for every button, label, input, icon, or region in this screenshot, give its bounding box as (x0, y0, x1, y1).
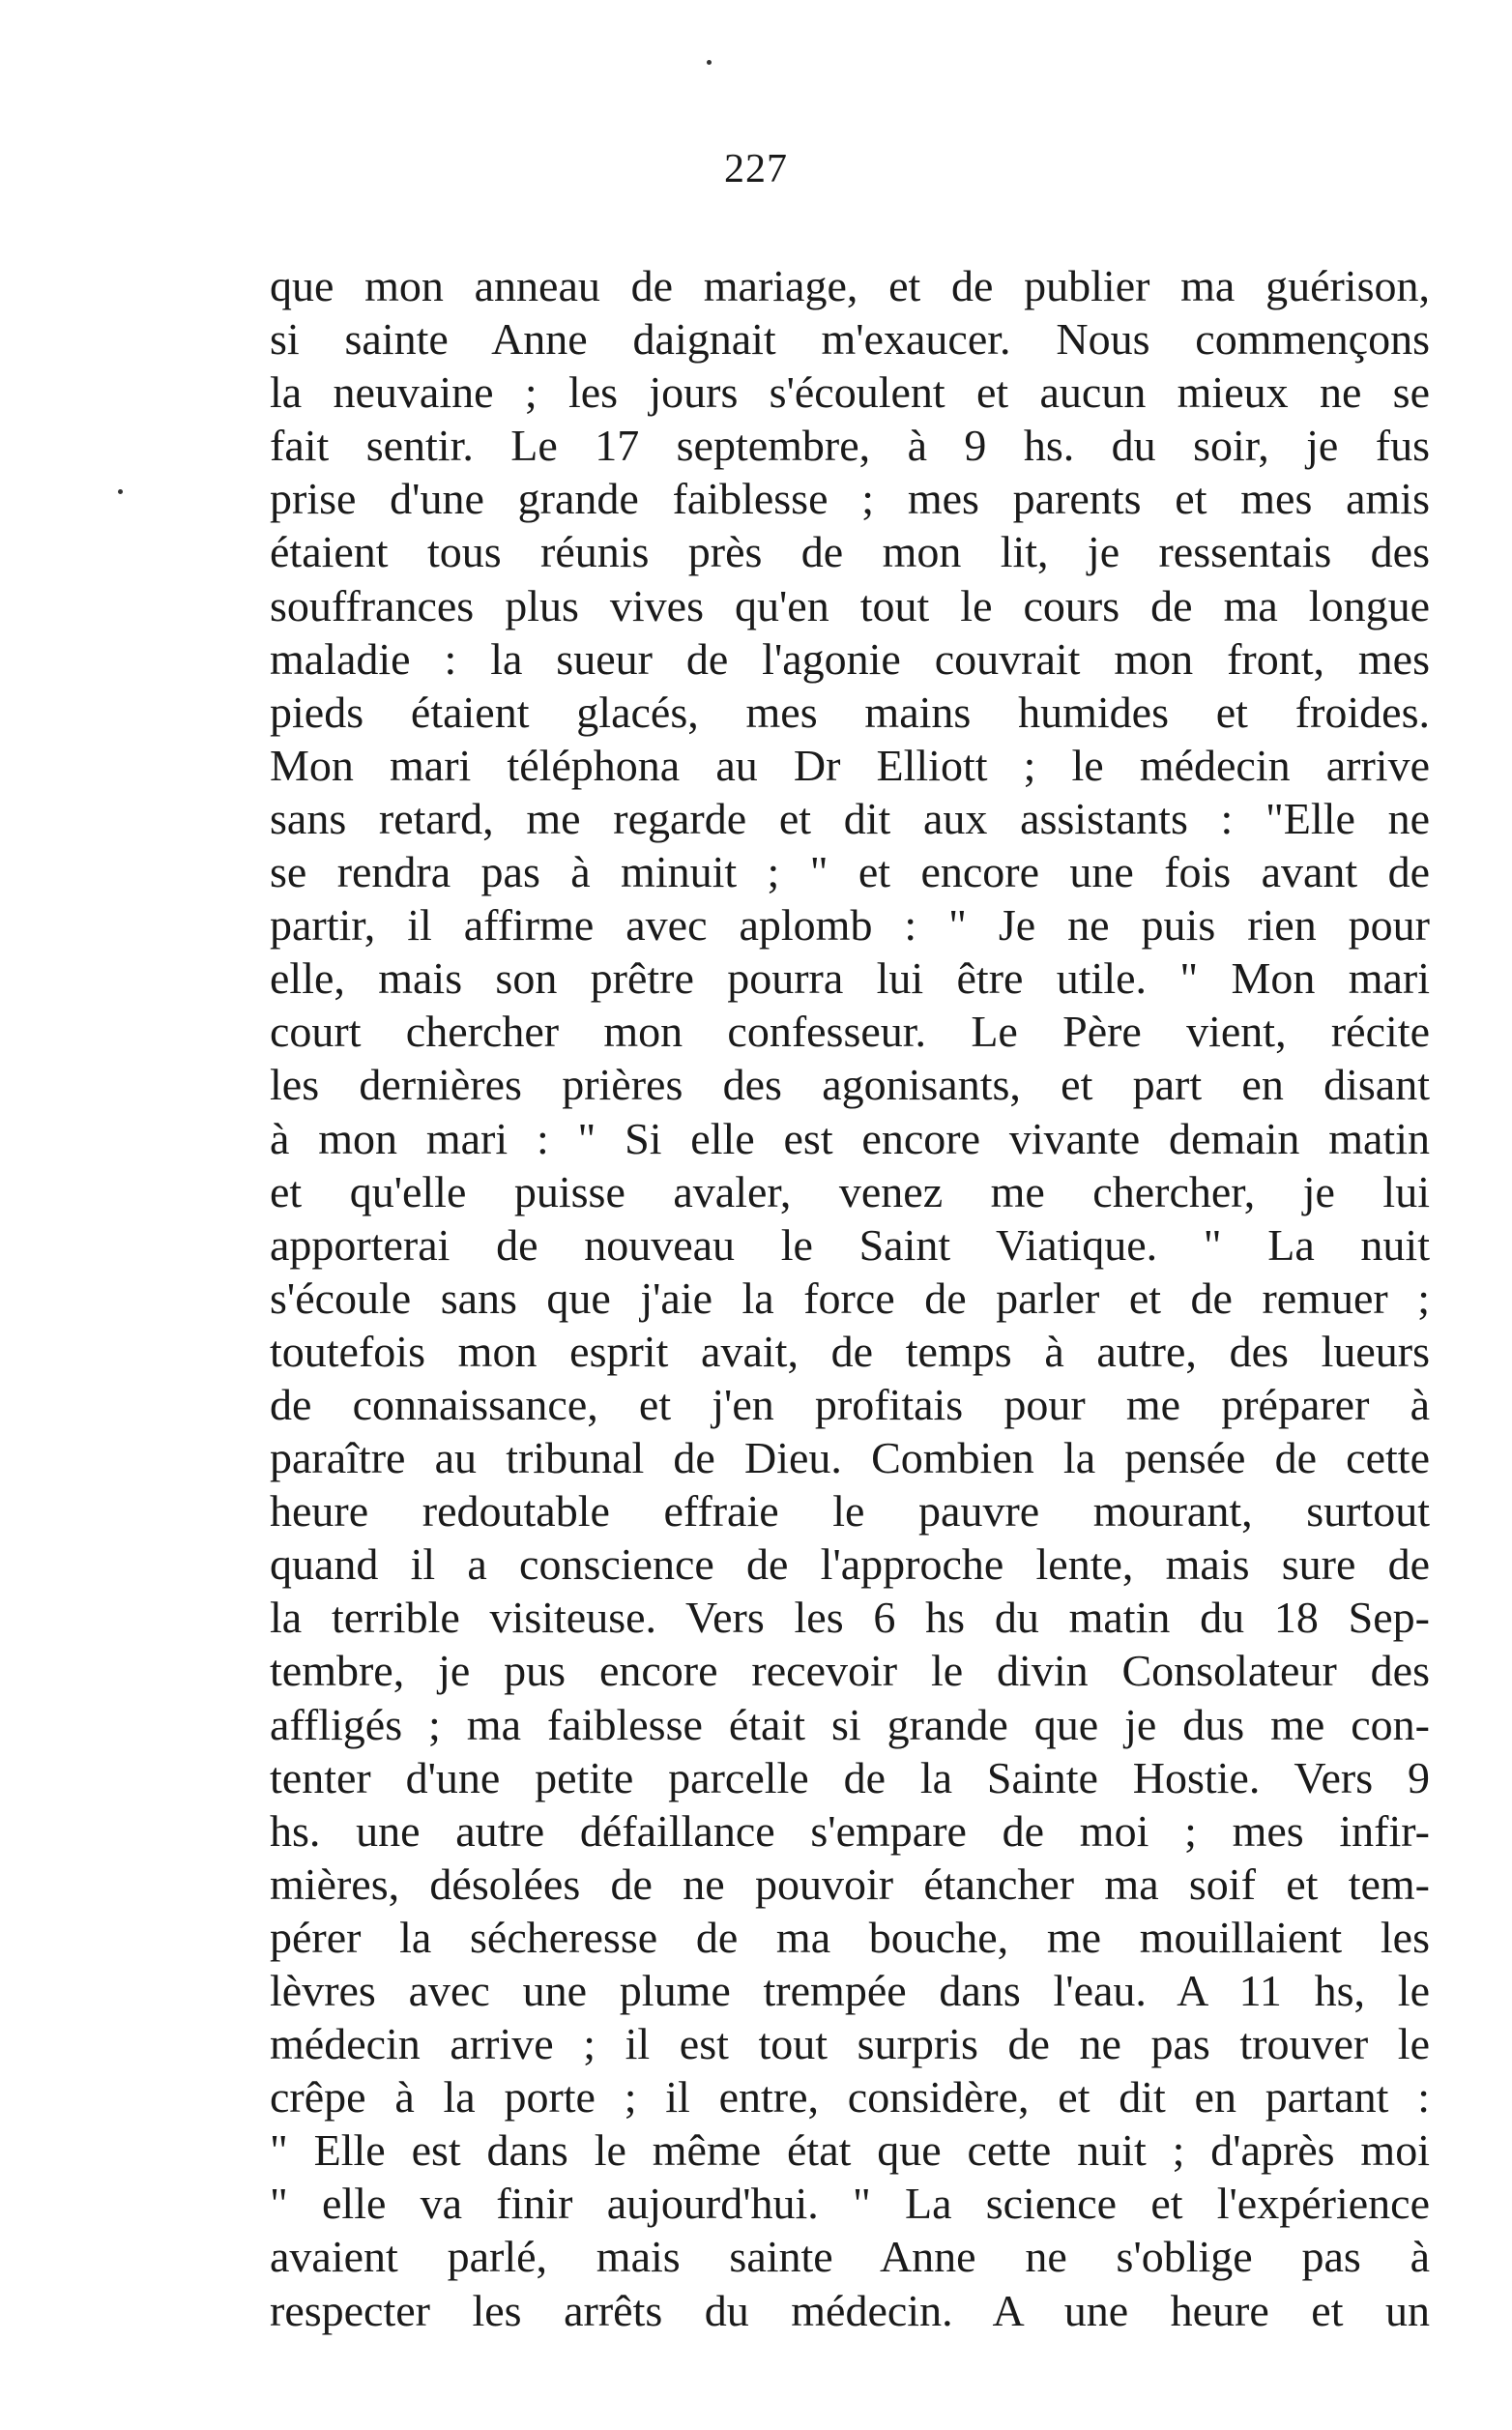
text-line: hs. une autre défaillance s'empare de moi ; mes infir- (270, 1805, 1430, 1856)
text-line: apporterai de nouveau le Saint Viatique. " La nuit (270, 1219, 1430, 1270)
text-line: partir, il affirme avec aplomb : " Je ne puis rien pour (270, 900, 1430, 951)
text-line: maladie : la sueur de l'agonie couvrait mon front, mes (270, 633, 1430, 684)
text-line: lèvres avec une plume trempée dans l'eau. A 11 hs, le (270, 1966, 1430, 2015)
body-text (270, 259, 1430, 2337)
text-line: toutefois mon esprit avait, de temps à autre, des lueurs (270, 1326, 1430, 1376)
ink-speck-top (707, 60, 712, 65)
text-line: pieds étaient glacés, mes mains humides et froides. (270, 687, 1430, 737)
page-number: 227 (724, 147, 788, 191)
text-line: " Elle est dans le même état que cette nuit ; d'après moi (270, 2125, 1430, 2176)
text-line: si sainte Anne daignait m'exaucer. Nous commençons (270, 314, 1430, 365)
text-line: elle, mais son prêtre pourra lui être utile. " Mon mari (270, 953, 1430, 1004)
text-line: " elle va finir aujourd'hui. " La science et l'expérience (270, 2179, 1430, 2229)
text-line: paraître au tribunal de Dieu. Combien la pensée de cette (270, 1433, 1430, 1483)
text-line: médecin arrive ; il est tout surpris de ne pas trouver le (270, 2019, 1430, 2069)
text-line: Mon mari téléphona au Dr Elliott ; le médecin arrive (270, 740, 1430, 790)
text-line: mières, désolées de ne pouvoir étancher ma soif et tem- (270, 1859, 1430, 1909)
text-line: et qu'elle puisse avaler, venez me chercher, je lui (270, 1166, 1430, 1216)
text-line: crêpe à la porte ; il entre, considère, et dit en partant : (270, 2072, 1430, 2123)
text-line: tembre, je pus encore recevoir le divin Consolateur des (270, 1646, 1430, 1696)
text-line: court chercher mon confesseur. Le Père vient, récite (270, 1007, 1430, 1057)
text-line: prise d'une grande faiblesse ; mes parents et mes amis (270, 474, 1430, 524)
text-line: à mon mari : " Si elle est encore vivante demain matin (270, 1113, 1430, 1163)
text-line: les dernières prières des agonisants, et part en disant (270, 1060, 1430, 1110)
text-line: de connaissance, et j'en profitais pour me préparer à (270, 1379, 1430, 1429)
text-line: que mon anneau de mariage, et de publier ma guérison, (270, 261, 1430, 310)
text-line: respecter les arrêts du médecin. A une heure et un (270, 2285, 1430, 2335)
text-line: tenter d'une petite parcelle de la Sainte Hostie. Vers 9 (270, 1752, 1430, 1802)
text-line: se rendra pas à minuit ; " et encore une fois avant de (270, 847, 1430, 897)
text-line: fait sentir. Le 17 septembre, à 9 hs. du soir, je fus (270, 421, 1430, 471)
text-line: souffrances plus vives qu'en tout le cours de ma longue (270, 580, 1430, 630)
text-line: sans retard, me regarde et dit aux assistants : "Elle ne (270, 793, 1430, 843)
text-line: heure redoutable effraie le pauvre mourant, surtout (270, 1486, 1430, 1537)
text-line: s'écoule sans que j'aie la force de parler et de remuer ; (270, 1273, 1430, 1323)
ink-speck-margin (118, 489, 123, 494)
text-line: pérer la sécheresse de ma bouche, me mouillaient les (270, 1912, 1430, 1962)
text-line: étaient tous réunis près de mon lit, je ressentais des (270, 527, 1430, 577)
text-line: la neuvaine ; les jours s'écoulent et aucun mieux ne se (270, 367, 1430, 418)
text-line: la terrible visiteuse. Vers les 6 hs du matin du 18 Sep- (270, 1593, 1430, 1643)
text-line: affligés ; ma faiblesse était si grande que je dus me con- (270, 1699, 1430, 1749)
text-line: quand il a conscience de l'approche lente, mais sure de (270, 1539, 1430, 1590)
text-line: avaient parlé, mais sainte Anne ne s'oblige pas à (270, 2232, 1430, 2282)
